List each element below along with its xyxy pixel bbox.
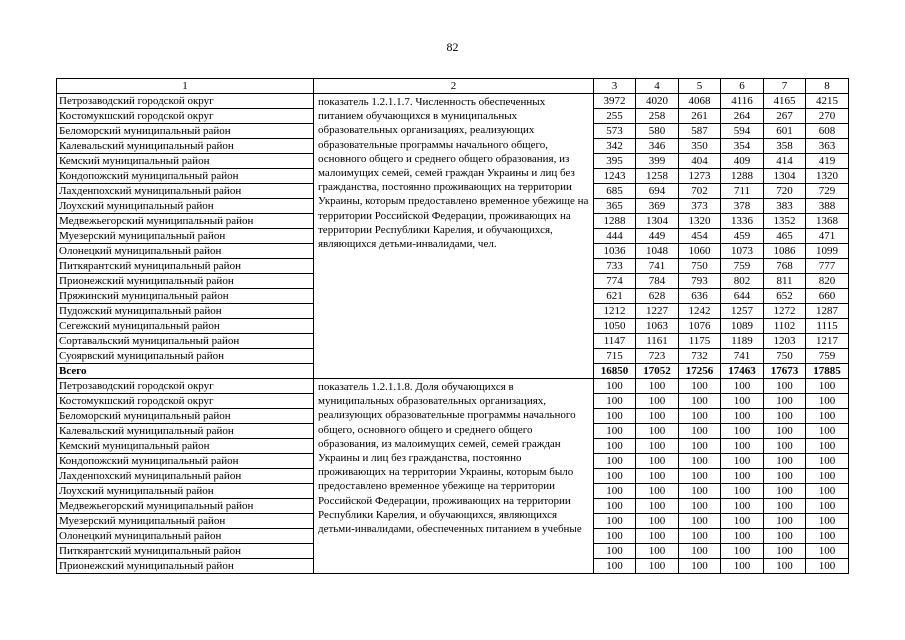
value-cell: 100	[806, 424, 849, 439]
value-cell: 395	[594, 154, 636, 169]
value-cell: 100	[594, 394, 636, 409]
value-cell: 100	[806, 499, 849, 514]
value-cell: 100	[679, 529, 721, 544]
value-cell: 373	[679, 199, 721, 214]
municipality-name: Кондопожский муниципальный район	[57, 454, 314, 469]
value-cell: 1304	[636, 214, 679, 229]
value-cell: 621	[594, 289, 636, 304]
value-cell: 100	[764, 469, 806, 484]
total-label: Всего	[57, 364, 314, 379]
value-cell: 1089	[721, 319, 764, 334]
value-cell: 1304	[764, 169, 806, 184]
value-cell: 100	[679, 439, 721, 454]
value-cell: 358	[764, 139, 806, 154]
value-cell: 1320	[679, 214, 721, 229]
value-cell: 100	[679, 514, 721, 529]
value-cell: 100	[721, 379, 764, 394]
value-cell: 100	[721, 409, 764, 424]
municipality-name: Кемский муниципальный район	[57, 154, 314, 169]
value-cell: 100	[764, 394, 806, 409]
value-cell: 100	[636, 424, 679, 439]
value-cell: 100	[764, 499, 806, 514]
column-header: 8	[806, 79, 849, 94]
value-cell: 100	[679, 409, 721, 424]
column-header: 2	[314, 79, 594, 94]
value-cell: 383	[764, 199, 806, 214]
value-cell: 4215	[806, 94, 849, 109]
total-value-cell: 17673	[764, 364, 806, 379]
value-cell: 759	[806, 349, 849, 364]
value-cell: 1115	[806, 319, 849, 334]
total-value-cell: 17256	[679, 364, 721, 379]
value-cell: 100	[721, 499, 764, 514]
value-cell: 100	[594, 529, 636, 544]
value-cell: 409	[721, 154, 764, 169]
municipality-name: Муезерский муниципальный район	[57, 514, 314, 529]
municipality-name: Пряжинский муниципальный район	[57, 289, 314, 304]
value-cell: 100	[806, 454, 849, 469]
municipality-name: Лоухский муниципальный район	[57, 484, 314, 499]
municipality-name: Лоухский муниципальный район	[57, 199, 314, 214]
value-cell: 1287	[806, 304, 849, 319]
value-cell: 100	[594, 484, 636, 499]
municipality-name: Калевальский муниципальный район	[57, 424, 314, 439]
value-cell: 100	[721, 559, 764, 574]
value-cell: 1063	[636, 319, 679, 334]
municipality-name: Прионежский муниципальный район	[57, 559, 314, 574]
value-cell: 811	[764, 274, 806, 289]
value-cell: 100	[721, 529, 764, 544]
value-cell: 100	[806, 544, 849, 559]
value-cell: 100	[806, 529, 849, 544]
column-header: 3	[594, 79, 636, 94]
value-cell: 100	[636, 454, 679, 469]
municipality-name: Питкярантский муниципальный район	[57, 544, 314, 559]
value-cell: 100	[764, 454, 806, 469]
value-cell: 1288	[594, 214, 636, 229]
value-cell: 365	[594, 199, 636, 214]
value-cell: 768	[764, 259, 806, 274]
value-cell: 399	[636, 154, 679, 169]
value-cell: 660	[806, 289, 849, 304]
page-number: 82	[446, 40, 459, 54]
municipality-name: Лахденпохский муниципальный район	[57, 184, 314, 199]
value-cell: 4165	[764, 94, 806, 109]
value-cell: 1212	[594, 304, 636, 319]
value-cell: 100	[679, 484, 721, 499]
municipality-name: Петрозаводский городской округ	[57, 94, 314, 109]
value-cell: 1273	[679, 169, 721, 184]
value-cell: 100	[806, 484, 849, 499]
value-cell: 1175	[679, 334, 721, 349]
value-cell: 354	[721, 139, 764, 154]
value-cell: 100	[721, 439, 764, 454]
value-cell: 802	[721, 274, 764, 289]
value-cell: 261	[679, 109, 721, 124]
value-cell: 369	[636, 199, 679, 214]
value-cell: 346	[636, 139, 679, 154]
municipality-name: Кондопожский муниципальный район	[57, 169, 314, 184]
value-cell: 741	[636, 259, 679, 274]
value-cell: 774	[594, 274, 636, 289]
value-cell: 270	[806, 109, 849, 124]
value-cell: 264	[721, 109, 764, 124]
value-cell: 4020	[636, 94, 679, 109]
column-header: 7	[764, 79, 806, 94]
table-row	[57, 379, 849, 394]
value-cell: 715	[594, 349, 636, 364]
value-cell: 100	[636, 544, 679, 559]
value-cell: 267	[764, 109, 806, 124]
value-cell: 100	[721, 514, 764, 529]
value-cell: 100	[721, 454, 764, 469]
value-cell: 100	[594, 514, 636, 529]
municipality-name: Лахденпохский муниципальный район	[57, 469, 314, 484]
value-cell: 100	[594, 499, 636, 514]
municipality-name: Олонецкий муниципальный район	[57, 244, 314, 259]
value-cell: 702	[679, 184, 721, 199]
municipality-name: Беломорский муниципальный район	[57, 409, 314, 424]
value-cell: 388	[806, 199, 849, 214]
value-cell: 1147	[594, 334, 636, 349]
value-cell: 777	[806, 259, 849, 274]
value-cell: 793	[679, 274, 721, 289]
indicator-description: показатель 1.2.1.1.8. Доля обучающихся в муниципальных образовательных организациях, реализующих образовательные программы начального общего, основного общего и среднего общего образования, из малоимущих семей, семей граждан Украины и лиц без гражданства, постоянно проживающих на территории Украины, которым было предоставлено временное убежище на территории Российской Федерации, проживающих на территории Республики Карелия, и обучающихся, являющихся детьми-инвалидами, обеспеченных питанием в учебные	[314, 379, 594, 574]
value-cell: 636	[679, 289, 721, 304]
value-cell: 750	[679, 259, 721, 274]
value-cell: 580	[636, 124, 679, 139]
municipality-name: Пудожский муниципальный район	[57, 304, 314, 319]
municipality-name: Медвежьегорский муниципальный район	[57, 214, 314, 229]
total-value-cell: 17052	[636, 364, 679, 379]
value-cell: 100	[806, 409, 849, 424]
value-cell: 3972	[594, 94, 636, 109]
value-cell: 100	[679, 379, 721, 394]
value-cell: 587	[679, 124, 721, 139]
municipality-name: Сегежский муниципальный район	[57, 319, 314, 334]
value-cell: 100	[806, 469, 849, 484]
value-cell: 573	[594, 124, 636, 139]
value-cell: 100	[721, 394, 764, 409]
column-header: 6	[721, 79, 764, 94]
value-cell: 449	[636, 229, 679, 244]
value-cell: 711	[721, 184, 764, 199]
value-cell: 100	[636, 499, 679, 514]
value-cell: 100	[764, 514, 806, 529]
value-cell: 100	[679, 394, 721, 409]
value-cell: 1272	[764, 304, 806, 319]
value-cell: 419	[806, 154, 849, 169]
value-cell: 1050	[594, 319, 636, 334]
total-value-cell: 17463	[721, 364, 764, 379]
value-cell: 100	[806, 559, 849, 574]
value-cell: 652	[764, 289, 806, 304]
value-cell: 100	[594, 409, 636, 424]
value-cell: 100	[636, 514, 679, 529]
value-cell: 608	[806, 124, 849, 139]
value-cell: 258	[636, 109, 679, 124]
value-cell: 723	[636, 349, 679, 364]
value-cell: 414	[764, 154, 806, 169]
value-cell: 100	[594, 544, 636, 559]
value-cell: 100	[679, 424, 721, 439]
column-header: 5	[679, 79, 721, 94]
municipality-name: Прионежский муниципальный район	[57, 274, 314, 289]
indicators-table	[56, 78, 849, 574]
total-value-cell: 16850	[594, 364, 636, 379]
value-cell: 100	[764, 544, 806, 559]
value-cell: 4068	[679, 94, 721, 109]
value-cell: 459	[721, 229, 764, 244]
value-cell: 100	[721, 469, 764, 484]
value-cell: 628	[636, 289, 679, 304]
value-cell: 4116	[721, 94, 764, 109]
value-cell: 342	[594, 139, 636, 154]
value-cell: 100	[679, 499, 721, 514]
value-cell: 444	[594, 229, 636, 244]
value-cell: 1189	[721, 334, 764, 349]
value-cell: 733	[594, 259, 636, 274]
value-cell: 100	[679, 454, 721, 469]
value-cell: 100	[764, 424, 806, 439]
value-cell: 454	[679, 229, 721, 244]
value-cell: 363	[806, 139, 849, 154]
value-cell: 100	[764, 379, 806, 394]
value-cell: 100	[721, 484, 764, 499]
value-cell: 100	[679, 469, 721, 484]
value-cell: 1257	[721, 304, 764, 319]
value-cell: 1076	[679, 319, 721, 334]
value-cell: 1060	[679, 244, 721, 259]
value-cell: 1086	[764, 244, 806, 259]
value-cell: 100	[636, 529, 679, 544]
value-cell: 784	[636, 274, 679, 289]
value-cell: 685	[594, 184, 636, 199]
value-cell: 1336	[721, 214, 764, 229]
municipality-name: Муезерский муниципальный район	[57, 229, 314, 244]
value-cell: 100	[636, 394, 679, 409]
value-cell: 1258	[636, 169, 679, 184]
municipality-name: Костомукшский городской округ	[57, 109, 314, 124]
municipality-name: Суоярвский муниципальный район	[57, 349, 314, 364]
value-cell: 1320	[806, 169, 849, 184]
value-cell: 100	[636, 409, 679, 424]
value-cell: 100	[594, 379, 636, 394]
value-cell: 1288	[721, 169, 764, 184]
value-cell: 1243	[594, 169, 636, 184]
value-cell: 100	[594, 454, 636, 469]
value-cell: 471	[806, 229, 849, 244]
value-cell: 100	[679, 544, 721, 559]
value-cell: 100	[764, 409, 806, 424]
value-cell: 100	[594, 439, 636, 454]
municipality-name: Сортавальский муниципальный район	[57, 334, 314, 349]
value-cell: 1073	[721, 244, 764, 259]
value-cell: 820	[806, 274, 849, 289]
table-row	[57, 94, 849, 109]
value-cell: 100	[594, 559, 636, 574]
value-cell: 100	[721, 424, 764, 439]
value-cell: 750	[764, 349, 806, 364]
header-row	[57, 79, 849, 94]
value-cell: 100	[636, 559, 679, 574]
indicator-description: показатель 1.2.1.1.7. Численность обеспеченных питанием обучающихся в муниципальных образовательных организациях, реализующих образовательные программы начального общего, основного общего и среднего общего образования, из малоимущих семей, семей граждан Украины и лиц без гражданства, постоянно проживающих на территории Украины, которым предоставлено временное убежище на территории Российской Федерации, проживающих на территории Республики Карелия, и обучающихся, являющихся детьми-инвалидами, чел.	[314, 94, 594, 379]
municipality-name: Калевальский муниципальный район	[57, 139, 314, 154]
value-cell: 350	[679, 139, 721, 154]
value-cell: 594	[721, 124, 764, 139]
value-cell: 729	[806, 184, 849, 199]
value-cell: 1048	[636, 244, 679, 259]
value-cell: 100	[806, 439, 849, 454]
value-cell: 100	[636, 469, 679, 484]
value-cell: 100	[806, 379, 849, 394]
value-cell: 644	[721, 289, 764, 304]
value-cell: 404	[679, 154, 721, 169]
value-cell: 378	[721, 199, 764, 214]
value-cell: 694	[636, 184, 679, 199]
municipality-name: Петрозаводский городской округ	[57, 379, 314, 394]
value-cell: 601	[764, 124, 806, 139]
value-cell: 100	[636, 439, 679, 454]
value-cell: 100	[806, 394, 849, 409]
value-cell: 1352	[764, 214, 806, 229]
value-cell: 1036	[594, 244, 636, 259]
value-cell: 100	[764, 559, 806, 574]
value-cell: 741	[721, 349, 764, 364]
value-cell: 465	[764, 229, 806, 244]
value-cell: 100	[594, 424, 636, 439]
municipality-name: Медвежьегорский муниципальный район	[57, 499, 314, 514]
value-cell: 1102	[764, 319, 806, 334]
value-cell: 1242	[679, 304, 721, 319]
value-cell: 1217	[806, 334, 849, 349]
value-cell: 100	[594, 469, 636, 484]
value-cell: 1227	[636, 304, 679, 319]
value-cell: 759	[721, 259, 764, 274]
value-cell: 100	[764, 529, 806, 544]
municipality-name: Костомукшский городской округ	[57, 394, 314, 409]
municipality-name: Олонецкий муниципальный район	[57, 529, 314, 544]
value-cell: 100	[721, 544, 764, 559]
value-cell: 1161	[636, 334, 679, 349]
municipality-name: Беломорский муниципальный район	[57, 124, 314, 139]
value-cell: 100	[679, 559, 721, 574]
value-cell: 100	[636, 379, 679, 394]
value-cell: 1368	[806, 214, 849, 229]
column-header: 1	[57, 79, 314, 94]
value-cell: 100	[806, 514, 849, 529]
value-cell: 732	[679, 349, 721, 364]
municipality-name: Кемский муниципальный район	[57, 439, 314, 454]
column-header: 4	[636, 79, 679, 94]
value-cell: 100	[636, 484, 679, 499]
value-cell: 100	[764, 484, 806, 499]
value-cell: 255	[594, 109, 636, 124]
total-value-cell: 17885	[806, 364, 849, 379]
municipality-name: Питкярантский муниципальный район	[57, 259, 314, 274]
value-cell: 1099	[806, 244, 849, 259]
value-cell: 1203	[764, 334, 806, 349]
value-cell: 720	[764, 184, 806, 199]
value-cell: 100	[764, 439, 806, 454]
